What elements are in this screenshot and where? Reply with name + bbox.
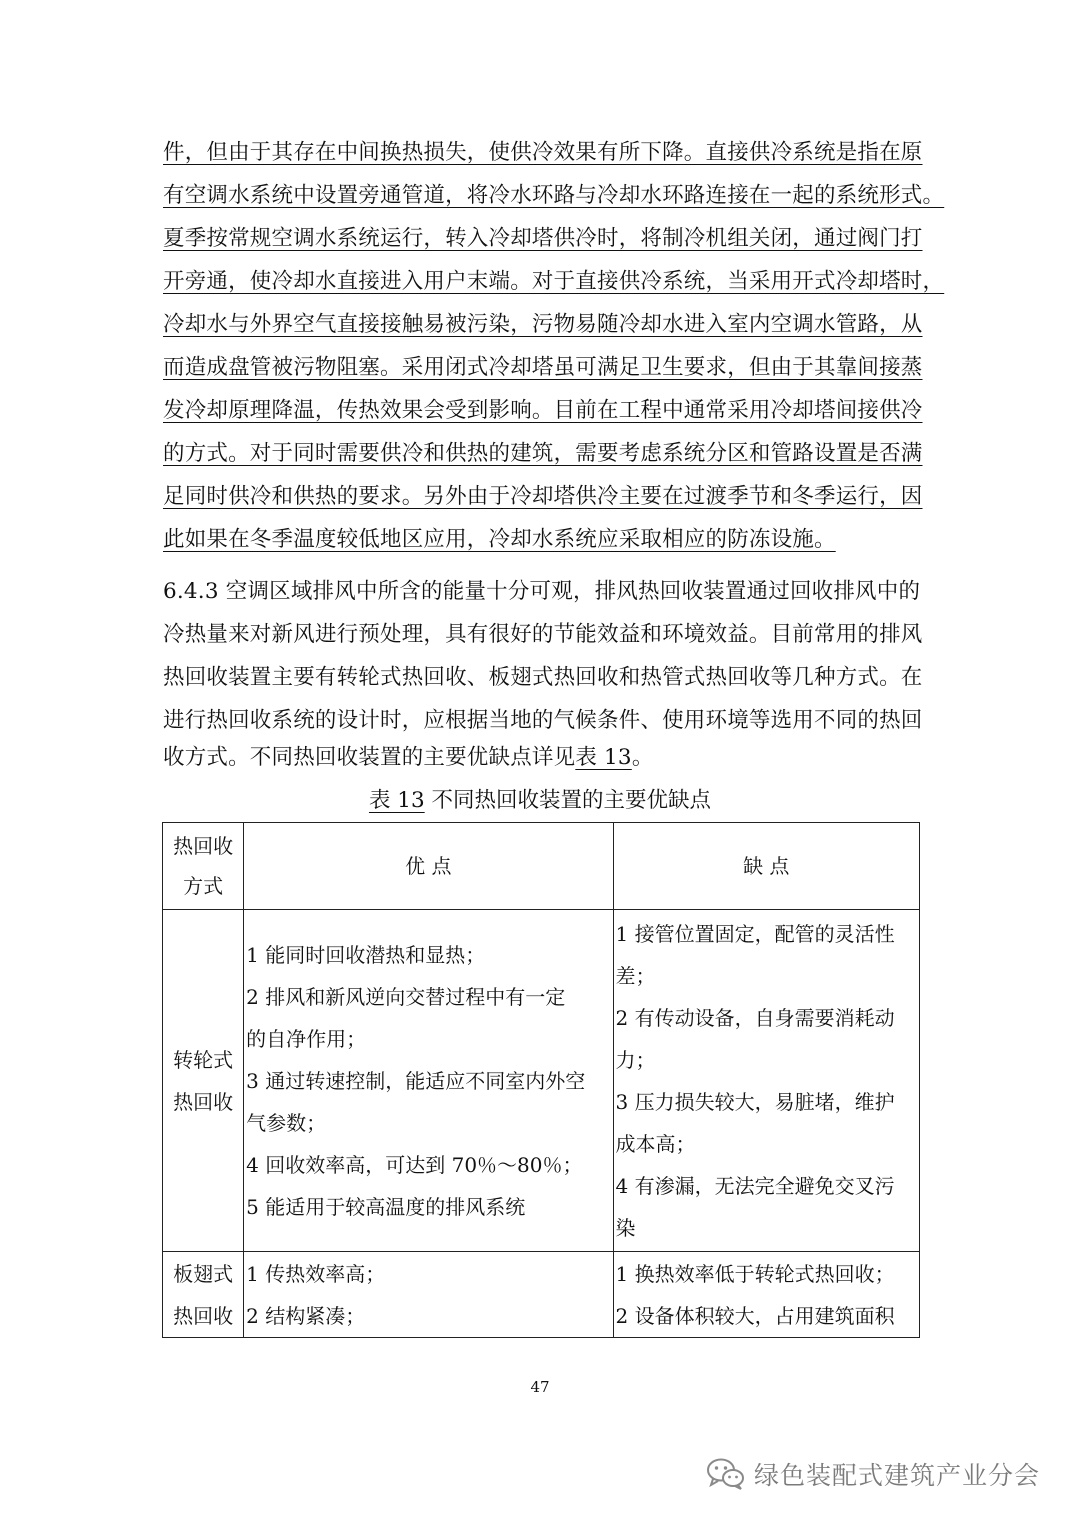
section-line: 进行热回收系统的设计时，应根据当地的气候条件、使用环境等选用不同的热回 (163, 708, 923, 733)
row-method: 转轮式 热回收 (163, 910, 244, 1252)
disadvantage-item: 3 压力损失较大，易脏堵，维护 (615, 1089, 895, 1114)
disadvantage-item: 2 有传动设备，自身需要消耗动 (615, 1005, 895, 1030)
table-caption-label: 表 13 (368, 788, 425, 813)
watermark (706, 1452, 1056, 1496)
paragraph-line: 此如果在冬季温度较低地区应用，冷却水系统应采取相应的防冻设施。 (163, 527, 836, 552)
disadvantage-item: 成本高； (615, 1131, 696, 1156)
header-disadvantages: 缺 点 (613, 823, 919, 910)
paragraph-line: 冷却水与外界空气直接接触易被污染，污物易随冷却水进入室内空调水管路，从 (163, 312, 923, 337)
table-caption-text: 不同热回收装置的主要优缺点 (424, 788, 712, 813)
row-disadvantages (613, 1252, 919, 1338)
paragraph-line: 的方式。对于同时需要供冷和供热的建筑，需要考虑系统分区和管路设置是否满 (163, 441, 923, 466)
disadvantage-item: 1 换热效率低于转轮式热回收； (615, 1261, 895, 1286)
advantage-item: 的自净作用； (246, 1026, 367, 1051)
paragraph-line: 有空调水系统中设置旁通管道，将冷水环路与冷却水环路连接在一起的系统形式。 (163, 183, 945, 208)
disadvantage-item: 1 接管位置固定，配管的灵活性 (615, 921, 895, 946)
section-line: 冷热量来对新风进行预处理，具有很好的节能效益和环境效益。目前常用的排风 (163, 622, 923, 647)
paragraph-line: 夏季按常规空调水系统运行，转入冷却塔供冷时，将制冷机组关闭，通过阀门打 (163, 226, 923, 251)
section-line-suffix: 。 (631, 745, 654, 770)
paragraph-line: 件，但由于其存在中间换热损失，使供冷效果有所下降。直接供冷系统是指在原 (163, 140, 923, 165)
header-advantages: 优 点 (244, 823, 613, 910)
row-disadvantages (613, 910, 919, 1252)
table-caption (0, 785, 1080, 817)
advantage-item: 5 能适用于较高温度的排风系统 (246, 1194, 526, 1219)
table-row (163, 910, 920, 1252)
table-row (163, 1252, 920, 1338)
section-line-prefix: 收方式。不同热回收装置的主要优缺点详见 (163, 745, 576, 770)
advantage-item: 1 能同时回收潜热和显热； (246, 942, 486, 967)
disadvantage-item: 力； (615, 1047, 656, 1072)
advantage-item: 1 传热效率高； (246, 1261, 386, 1286)
advantage-item: 气参数； (246, 1110, 327, 1135)
section-line (163, 742, 923, 774)
header-method: 热回收 方式 (163, 823, 244, 910)
advantage-item: 3 通过转速控制，能适应不同室内外空 (246, 1068, 586, 1093)
disadvantage-item: 染 (615, 1215, 636, 1240)
section-line: 热回收装置主要有转轮式热回收、板翅式热回收和热管式热回收等几种方式。在 (163, 665, 923, 690)
heat-recovery-table (162, 822, 920, 1338)
paragraph-line: 开旁通，使冷却水直接进入用户末端。对于直接供冷系统，当采用开式冷却塔时， (163, 269, 945, 294)
row-advantages (244, 910, 613, 1252)
paragraph-line: 而造成盘管被污物阻塞。采用闭式冷却塔虽可满足卫生要求，但由于其靠间接蒸 (163, 355, 923, 380)
disadvantage-item: 2 设备体积较大，占用建筑面积 (615, 1303, 895, 1328)
row-advantages (244, 1252, 613, 1338)
paragraph-line: 足同时供冷和供热的要求。另外由于冷却塔供冷主要在过渡季节和冬季运行，因 (163, 484, 923, 509)
row-method: 板翅式 热回收 (163, 1252, 244, 1338)
advantage-item: 2 结构紧凑； (246, 1303, 366, 1328)
paragraph-line: 发冷却原理降温，传热效果会受到影响。目前在工程中通常采用冷却塔间接供冷 (163, 398, 923, 423)
section-line: 6.4.3 空调区域排风中所含的能量十分可观，排风热回收装置通过回收排风中的 (163, 579, 921, 604)
table-header-row (163, 823, 920, 910)
disadvantage-item: 4 有渗漏，无法完全避免交叉污 (615, 1173, 895, 1198)
advantage-item: 4 回收效率高，可达到 70％～80％； (246, 1152, 583, 1177)
advantage-item: 2 排风和新风逆向交替过程中有一定 (246, 984, 566, 1009)
disadvantage-item: 差； (615, 963, 656, 988)
table-reference-link[interactable]: 表 13 (575, 745, 632, 770)
watermark-text: 绿色装配式建筑产业分会 (754, 1461, 1041, 1490)
wechat-icon (706, 1457, 746, 1491)
page-number: 47 (530, 1378, 550, 1396)
